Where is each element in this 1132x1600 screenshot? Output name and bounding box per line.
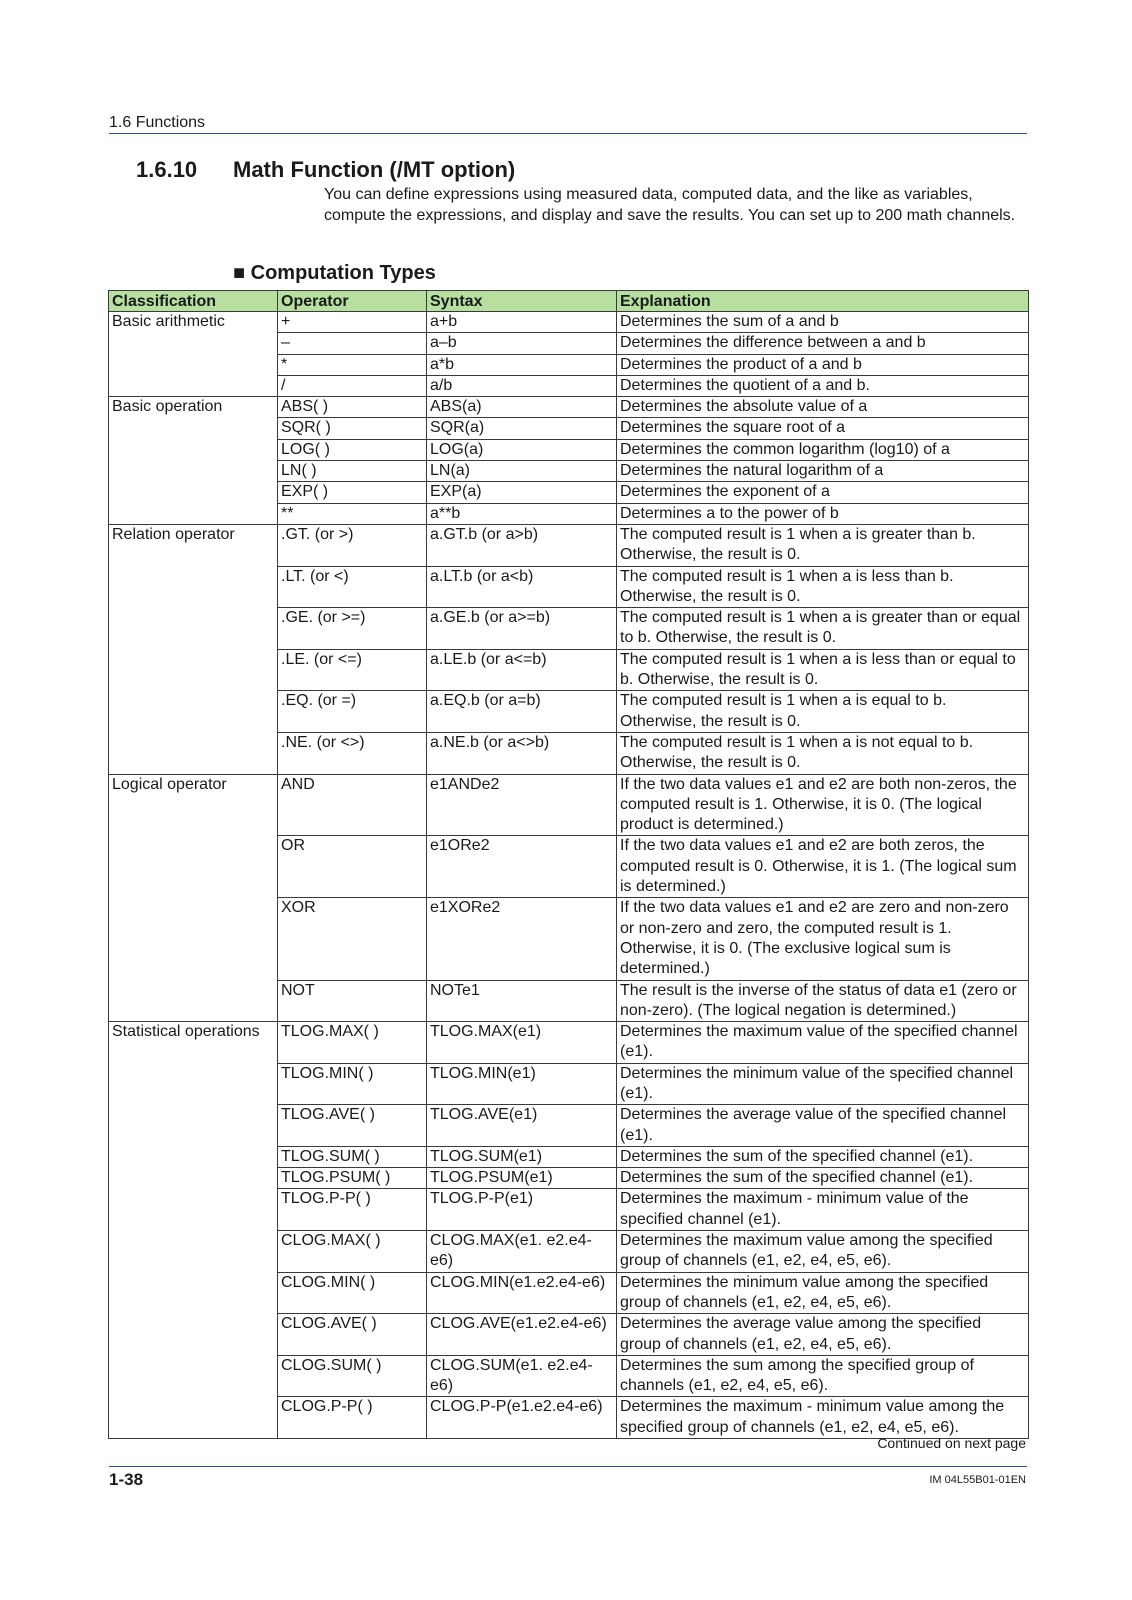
explanation-cell: Determines the sum of a and b: [617, 312, 1029, 333]
table-row: [109, 1168, 1029, 1189]
classification-cell: Basic arithmetic: [109, 312, 278, 333]
syntax-cell: CLOG.SUM(e1. e2.e4-e6): [427, 1355, 617, 1397]
explanation-cell: Determines the maximum value of the specified channel (e1).: [617, 1022, 1029, 1064]
explanation-cell: Determines the maximum - minimum value of the specified channel (e1).: [617, 1189, 1029, 1231]
intro-paragraph: You can define expressions using measured data, computed data, and the like as variables, compute the expressions, and display and save the results. You can set up to 200 math channels.: [324, 186, 1016, 224]
explanation-cell: Determines the sum of the specified channel (e1).: [617, 1146, 1029, 1167]
syntax-cell: EXP(a): [427, 482, 617, 503]
syntax-cell: a*b: [427, 354, 617, 375]
explanation-cell: If the two data values e1 and e2 are both zeros, the computed result is 0. Otherwise, it is 1. (The logical sum is determined.): [617, 836, 1029, 898]
explanation-cell: Determines the common logarithm (log10) of a: [617, 439, 1029, 460]
table-row: [109, 397, 1029, 418]
syntax-cell: a+b: [427, 312, 617, 333]
classification-cell: [109, 439, 278, 460]
syntax-cell: TLOG.MIN(e1): [427, 1063, 617, 1105]
table-row: [109, 1314, 1029, 1356]
column-header-explanation: Explanation: [617, 291, 1029, 312]
operator-cell: CLOG.MIN( ): [278, 1272, 427, 1314]
syntax-cell: a.GT.b (or a>b): [427, 524, 617, 566]
table-row: [109, 1231, 1029, 1273]
operator-cell: CLOG.P-P( ): [278, 1397, 427, 1439]
table-row: [109, 482, 1029, 503]
operator-cell: LOG( ): [278, 439, 427, 460]
column-header-classification: Classification: [109, 291, 278, 312]
operator-cell: TLOG.MIN( ): [278, 1063, 427, 1105]
section-number: 1.6.10: [136, 157, 198, 182]
table-row: [109, 461, 1029, 482]
classification-cell: Basic operation: [109, 397, 278, 418]
classification-cell: [109, 898, 278, 980]
operator-cell: /: [278, 375, 427, 396]
classification-cell: [109, 1063, 278, 1105]
operator-cell: AND: [278, 774, 427, 836]
operator-cell: NOT: [278, 980, 427, 1022]
table-row: [109, 732, 1029, 774]
table-row: [109, 898, 1029, 980]
syntax-cell: a.EQ.b (or a=b): [427, 691, 617, 733]
continued-note: Continued on next page: [877, 1435, 1026, 1451]
table-row: [109, 1189, 1029, 1231]
classification-cell: [109, 1146, 278, 1167]
explanation-cell: The computed result is 1 when a is not equal to b. Otherwise, the result is 0.: [617, 732, 1029, 774]
table-row: [109, 524, 1029, 566]
syntax-cell: a.NE.b (or a<>b): [427, 732, 617, 774]
operator-cell: –: [278, 333, 427, 354]
table-row: [109, 312, 1029, 333]
syntax-cell: LOG(a): [427, 439, 617, 460]
syntax-cell: CLOG.MAX(e1. e2.e4-e6): [427, 1231, 617, 1273]
table-row: [109, 1022, 1029, 1064]
syntax-cell: a.LE.b (or a<=b): [427, 649, 617, 691]
running-head: 1.6 Functions: [109, 114, 1027, 134]
classification-cell: Statistical operations: [109, 1022, 278, 1064]
classification-cell: [109, 1189, 278, 1231]
page-number: 1-38: [109, 1470, 144, 1489]
classification-cell: [109, 649, 278, 691]
table-row: [109, 1063, 1029, 1105]
table-row: [109, 566, 1029, 608]
classification-cell: [109, 1314, 278, 1356]
table-row: [109, 980, 1029, 1022]
syntax-cell: CLOG.AVE(e1.e2.e4-e6): [427, 1314, 617, 1356]
syntax-cell: ABS(a): [427, 397, 617, 418]
explanation-cell: The computed result is 1 when a is less than b. Otherwise, the result is 0.: [617, 566, 1029, 608]
column-header-syntax: Syntax: [427, 291, 617, 312]
classification-cell: [109, 354, 278, 375]
classification-cell: [109, 333, 278, 354]
explanation-cell: Determines the average value of the specified channel (e1).: [617, 1105, 1029, 1147]
operator-cell: **: [278, 503, 427, 524]
syntax-cell: CLOG.MIN(e1.e2.e4-e6): [427, 1272, 617, 1314]
classification-cell: [109, 1272, 278, 1314]
explanation-cell: If the two data values e1 and e2 are both non-zeros, the computed result is 1. Otherwise, it is 0. (The logical product is determined.): [617, 774, 1029, 836]
operator-cell: SQR( ): [278, 418, 427, 439]
table-row: [109, 836, 1029, 898]
classification-cell: [109, 1355, 278, 1397]
classification-cell: [109, 608, 278, 650]
operator-cell: OR: [278, 836, 427, 898]
operator-cell: TLOG.MAX( ): [278, 1022, 427, 1064]
syntax-cell: TLOG.MAX(e1): [427, 1022, 617, 1064]
syntax-cell: a/b: [427, 375, 617, 396]
classification-cell: [109, 1231, 278, 1273]
explanation-cell: The computed result is 1 when a is less than or equal to b. Otherwise, the result is 0.: [617, 649, 1029, 691]
table-row: [109, 774, 1029, 836]
operator-cell: .LE. (or <=): [278, 649, 427, 691]
classification-cell: [109, 980, 278, 1022]
operator-cell: CLOG.AVE( ): [278, 1314, 427, 1356]
operator-cell: XOR: [278, 898, 427, 980]
syntax-cell: TLOG.SUM(e1): [427, 1146, 617, 1167]
syntax-cell: a.GE.b (or a>=b): [427, 608, 617, 650]
explanation-cell: Determines the maximum - minimum value among the specified group of channels (e1, e2, e4, e5, e6).: [617, 1397, 1029, 1439]
section-title: Math Function (/MT option): [233, 157, 516, 182]
classification-cell: [109, 1397, 278, 1439]
explanation-cell: Determines the minimum value among the specified group of channels (e1, e2, e4, e5, e6).: [617, 1272, 1029, 1314]
syntax-cell: TLOG.PSUM(e1): [427, 1168, 617, 1189]
explanation-cell: Determines the maximum value among the specified group of channels (e1, e2, e4, e5, e6).: [617, 1231, 1029, 1273]
explanation-cell: The computed result is 1 when a is equal to b. Otherwise, the result is 0.: [617, 691, 1029, 733]
table-row: [109, 1355, 1029, 1397]
classification-cell: [109, 482, 278, 503]
syntax-cell: e1ORe2: [427, 836, 617, 898]
table-row: [109, 503, 1029, 524]
table-row: [109, 1397, 1029, 1439]
table-row: [109, 354, 1029, 375]
operator-cell: .NE. (or <>): [278, 732, 427, 774]
explanation-cell: The result is the inverse of the status of data e1 (zero or non-zero). (The logical negation is determined.): [617, 980, 1029, 1022]
syntax-cell: NOTe1: [427, 980, 617, 1022]
explanation-cell: Determines the exponent of a: [617, 482, 1029, 503]
explanation-cell: The computed result is 1 when a is greater than or equal to b. Otherwise, the result is 0.: [617, 608, 1029, 650]
syntax-cell: a.LT.b (or a<b): [427, 566, 617, 608]
syntax-cell: TLOG.AVE(e1): [427, 1105, 617, 1147]
operator-cell: LN( ): [278, 461, 427, 482]
classification-cell: [109, 1105, 278, 1147]
syntax-cell: a**b: [427, 503, 617, 524]
syntax-cell: SQR(a): [427, 418, 617, 439]
classification-cell: [109, 1168, 278, 1189]
operator-cell: TLOG.P-P( ): [278, 1189, 427, 1231]
classification-cell: [109, 375, 278, 396]
table-body: [109, 312, 1029, 1439]
table-row: [109, 1105, 1029, 1147]
table-row: [109, 691, 1029, 733]
computation-types-table: [108, 290, 1029, 1439]
operator-cell: TLOG.AVE( ): [278, 1105, 427, 1147]
operator-cell: .GE. (or >=): [278, 608, 427, 650]
table-row: [109, 375, 1029, 396]
classification-cell: Logical operator: [109, 774, 278, 836]
explanation-cell: Determines the minimum value of the specified channel (e1).: [617, 1063, 1029, 1105]
syntax-cell: a–b: [427, 333, 617, 354]
operator-cell: .EQ. (or =): [278, 691, 427, 733]
explanation-cell: Determines the natural logarithm of a: [617, 461, 1029, 482]
classification-cell: [109, 691, 278, 733]
explanation-cell: Determines the quotient of a and b.: [617, 375, 1029, 396]
operator-cell: .GT. (or >): [278, 524, 427, 566]
syntax-cell: TLOG.P-P(e1): [427, 1189, 617, 1231]
table-row: [109, 333, 1029, 354]
classification-cell: [109, 461, 278, 482]
classification-cell: [109, 732, 278, 774]
operator-cell: TLOG.SUM( ): [278, 1146, 427, 1167]
explanation-cell: Determines the difference between a and b: [617, 333, 1029, 354]
operator-cell: ABS( ): [278, 397, 427, 418]
table-row: [109, 1146, 1029, 1167]
footer-rule: [109, 1466, 1027, 1467]
table-row: [109, 439, 1029, 460]
operator-cell: CLOG.SUM( ): [278, 1355, 427, 1397]
operator-cell: *: [278, 354, 427, 375]
syntax-cell: e1ANDe2: [427, 774, 617, 836]
section-heading: [136, 157, 515, 183]
explanation-cell: Determines the sum of the specified channel (e1).: [617, 1168, 1029, 1189]
classification-cell: [109, 418, 278, 439]
explanation-cell: Determines the absolute value of a: [617, 397, 1029, 418]
table-row: [109, 418, 1029, 439]
column-header-operator: Operator: [278, 291, 427, 312]
operator-cell: +: [278, 312, 427, 333]
table-header-row: [109, 291, 1029, 312]
operator-cell: EXP( ): [278, 482, 427, 503]
operator-cell: CLOG.MAX( ): [278, 1231, 427, 1273]
classification-cell: [109, 836, 278, 898]
explanation-cell: Determines the average value among the specified group of channels (e1, e2, e4, e5, e6).: [617, 1314, 1029, 1356]
explanation-cell: The computed result is 1 when a is greater than b. Otherwise, the result is 0.: [617, 524, 1029, 566]
explanation-cell: If the two data values e1 and e2 are zero and non-zero or non-zero and zero, the computed result is 1. Otherwise, it is 0. (The exclusive logical sum is determined.): [617, 898, 1029, 980]
classification-cell: [109, 503, 278, 524]
table-row: [109, 608, 1029, 650]
syntax-cell: LN(a): [427, 461, 617, 482]
subsection-heading: ■ Computation Types: [233, 262, 436, 284]
explanation-cell: Determines the square root of a: [617, 418, 1029, 439]
operator-cell: .LT. (or <): [278, 566, 427, 608]
table-row: [109, 649, 1029, 691]
syntax-cell: e1XORe2: [427, 898, 617, 980]
syntax-cell: CLOG.P-P(e1.e2.e4-e6): [427, 1397, 617, 1439]
table-row: [109, 1272, 1029, 1314]
operator-cell: TLOG.PSUM( ): [278, 1168, 427, 1189]
explanation-cell: Determines a to the power of b: [617, 503, 1029, 524]
classification-cell: [109, 566, 278, 608]
explanation-cell: Determines the product of a and b: [617, 354, 1029, 375]
explanation-cell: Determines the sum among the specified group of channels (e1, e2, e4, e5, e6).: [617, 1355, 1029, 1397]
document-id: IM 04L55B01-01EN: [929, 1474, 1026, 1486]
classification-cell: Relation operator: [109, 524, 278, 566]
